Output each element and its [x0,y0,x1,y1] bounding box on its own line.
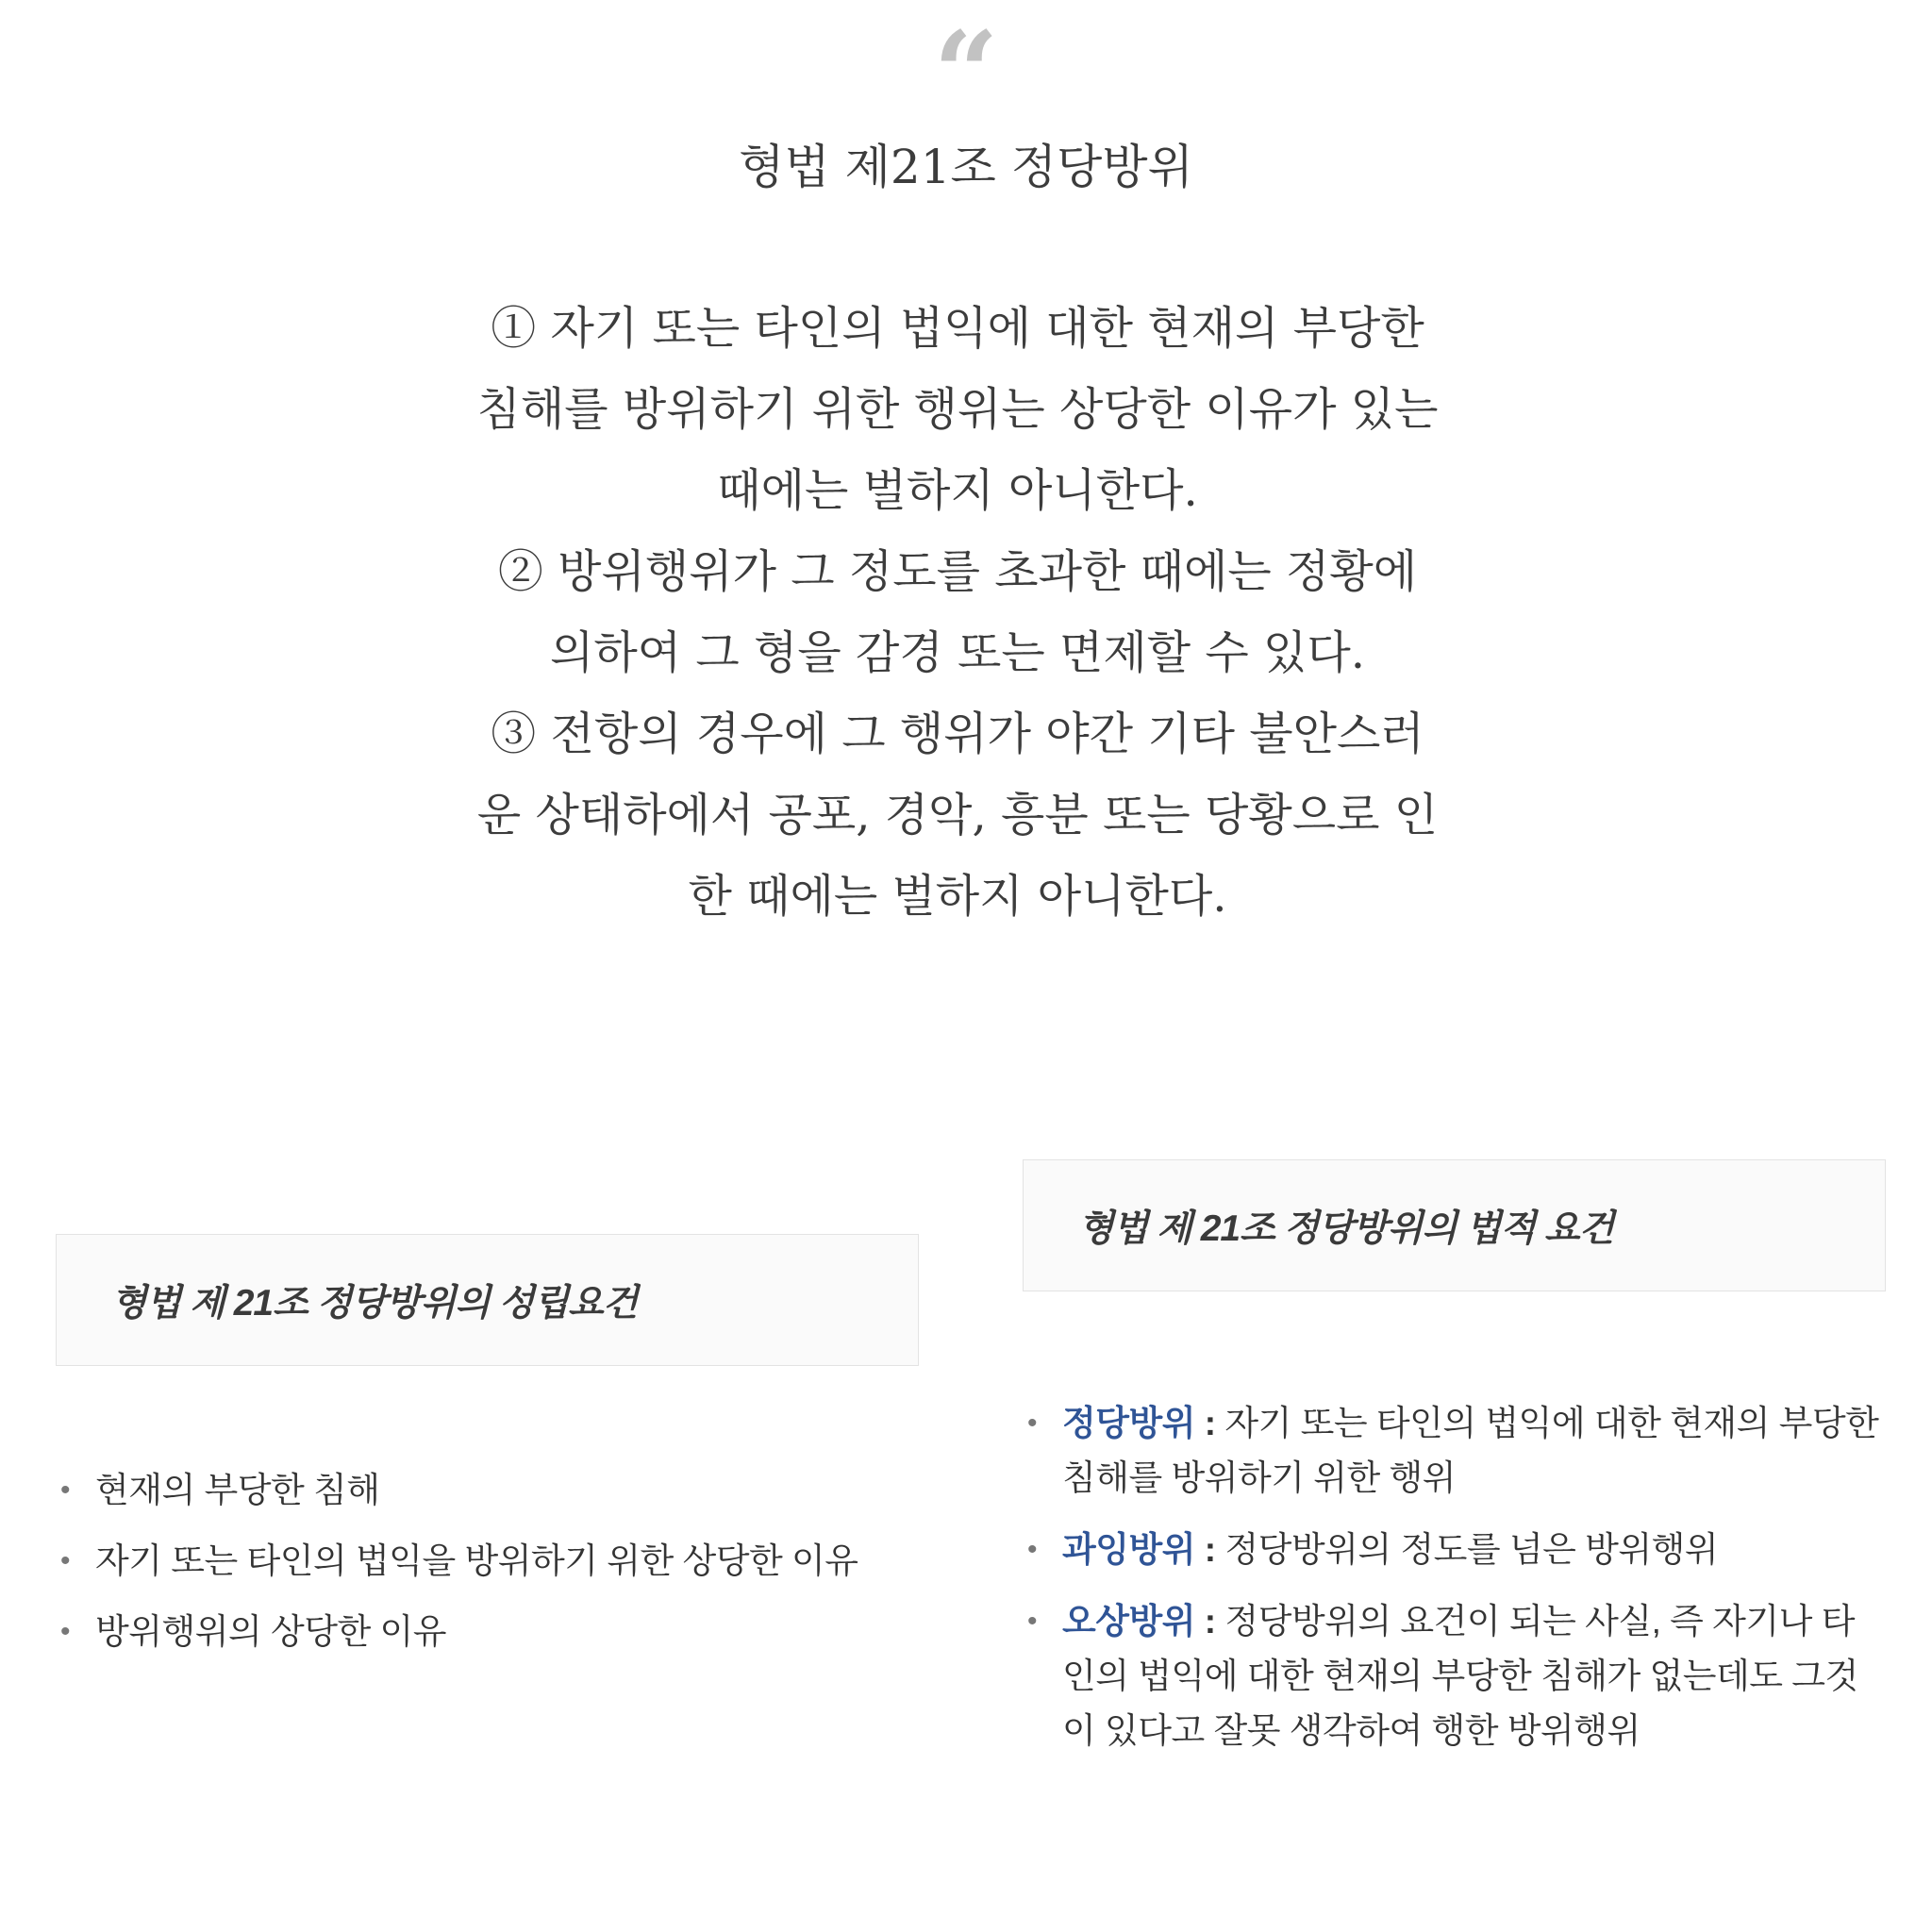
term-separator: : [1194,1602,1225,1641]
quote-title: 형법 제21조 정당방위 [739,140,1193,194]
term-description: 정당방위의 요건이 되는 사실, 즉 자기나 타인의 법익에 대한 현재의 부당한 침해가 없는데도 그것이 있다고 잘못 생각하여 행한 방위행위 [1062,1602,1858,1750]
requirements-card-title: 형법 제 21조 정당방위의 성립요건 [111,1283,638,1324]
quote-paragraph-3: ③ 전항의 경우에 그 행위가 야간 기타 불안스러운 상태하에서 공포, 경악, 흥분 또는 당황으로 인한 때에는 벌하지 아니한다. [476,708,1439,923]
term-description: 정당방위의 정도를 넘은 방위행위 [1224,1530,1719,1569]
quote-mark-icon: “ [933,7,999,140]
term-separator: : [1194,1530,1225,1569]
quote-body [476,288,1439,937]
bullet-icon: • [59,1616,70,1647]
bullet-icon: • [59,1474,70,1506]
requirements-list [56,1463,919,1659]
legal-requirements-section [1023,1159,1886,1775]
quote-paragraph-2: ② 방위행위가 그 정도를 초과한 때에는 정황에 의하여 그 형을 감경 또는 면제할 수 있다. [497,545,1418,679]
bullet-icon: • [1026,1407,1037,1439]
term-separator: : [1194,1404,1225,1442]
list-item [56,1605,919,1659]
term-mistaken-defense: 오상방위 [1062,1602,1195,1641]
requirements-section [56,1234,919,1675]
requirements-card [56,1234,919,1366]
list-item [1023,1594,1886,1758]
legal-requirements-card-title: 형법 제 21조 정당방위의 법적 요건 [1078,1208,1614,1249]
list-item [56,1534,919,1589]
quote-paragraph-1: ① 자기 또는 타인의 법익에 대한 현재의 부당한 침해를 방위하기 위한 행위는 상당한 이유가 있는 때에는 벌하지 아니한다. [476,302,1439,517]
term-self-defense: 정당방위 [1062,1404,1195,1442]
legal-requirements-list [1023,1396,1886,1758]
list-item [1023,1523,1886,1577]
list-item-text: 방위행위의 상당한 이유 [95,1612,446,1651]
list-item [1023,1396,1886,1506]
bullet-icon: • [1026,1534,1037,1565]
bullet-icon: • [1026,1606,1037,1637]
list-item [56,1463,919,1518]
list-item-text: 현재의 부당한 침해 [95,1471,380,1509]
bullet-icon: • [59,1545,70,1576]
legal-requirements-card [1023,1159,1886,1291]
list-item-text: 자기 또는 타인의 법익을 방위하기 위한 상당한 이유 [95,1541,858,1580]
term-excessive-defense: 과잉방위 [1062,1530,1195,1569]
term-description: 자기 또는 타인의 법익에 대한 현재의 부당한 침해를 방위하기 위한 행위 [1062,1404,1879,1497]
